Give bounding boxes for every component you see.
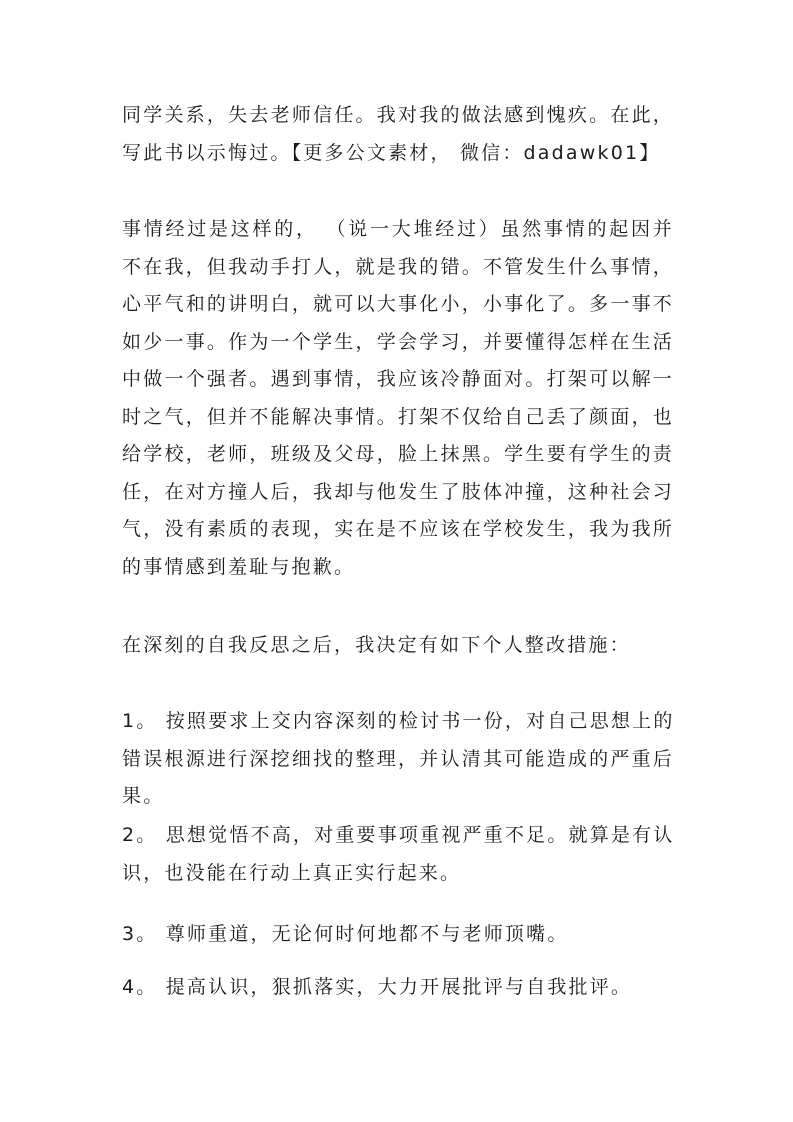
text-line: 同学关系，失去老师信任。我对我的做法感到愧疚。在此， xyxy=(122,104,674,126)
list-item-4 xyxy=(122,969,674,1007)
text-line: 2。 思想觉悟不高，对重要事项重视严重不足。就算是有认 xyxy=(122,824,675,846)
text-line: 任，在对方撞人后，我却与他发生了肢体冲撞，这种社会习 xyxy=(122,480,674,503)
text-line: 1。 按照要求上交内容深刻的检讨书一份，对自己思想上的 xyxy=(122,710,675,732)
text-line: 果。 xyxy=(122,785,165,807)
text-line: 给学校，老师，班级及父母，脸上抹黑。学生要有学生的责 xyxy=(122,443,674,465)
paragraph-incident xyxy=(122,211,674,586)
text-line: 心平气和的讲明白，就可以大事化小，小事化了。多一事不 xyxy=(122,293,674,315)
list-item-3 xyxy=(122,916,674,954)
text-line: 识，也没能在行动上真正实行起来。 xyxy=(122,861,462,884)
list-item-1 xyxy=(122,703,674,816)
text-line: 不在我，但我动手打人，就是我的错。不管发生什么事情， xyxy=(122,255,674,278)
paragraph-intro xyxy=(122,97,674,172)
text-line: 气，没有素质的表现，实在是不应该在学校发生，我为我所 xyxy=(122,518,674,540)
list-item-2 xyxy=(122,817,674,892)
text-line: 中做一个强者。遇到事情，我应该冷静面对。打架可以解一 xyxy=(122,368,674,390)
text-line: 如少一事。作为一个学生，学会学习，并要懂得怎样在生活 xyxy=(122,330,674,353)
text-line: 3。 尊师重道，无论何时何地都不与老师顶嘴。 xyxy=(122,923,569,945)
text-line: 4。 提高认识，狠抓落实，大力开展批评与自我批评。 xyxy=(122,976,633,998)
text-line: 写此书以示悔过。【更多公文素材， 微信：dadawk01】 xyxy=(122,141,661,164)
text-line: 错误根源进行深挖细找的整理，并认清其可能造成的严重后 xyxy=(122,747,674,770)
text-line: 在深刻的自我反思之后，我决定有如下个人整改措施： xyxy=(122,634,631,656)
text-line: 时之气，但并不能解决事情。打架不仅给自己丢了颜面，也 xyxy=(122,405,674,428)
paragraph-reflection xyxy=(122,627,674,665)
text-line: 的事情感到羞耻与抱歉。 xyxy=(122,555,356,578)
text-line: 事情经过是这样的， （说一大堆经过）虽然事情的起因并 xyxy=(122,218,674,240)
